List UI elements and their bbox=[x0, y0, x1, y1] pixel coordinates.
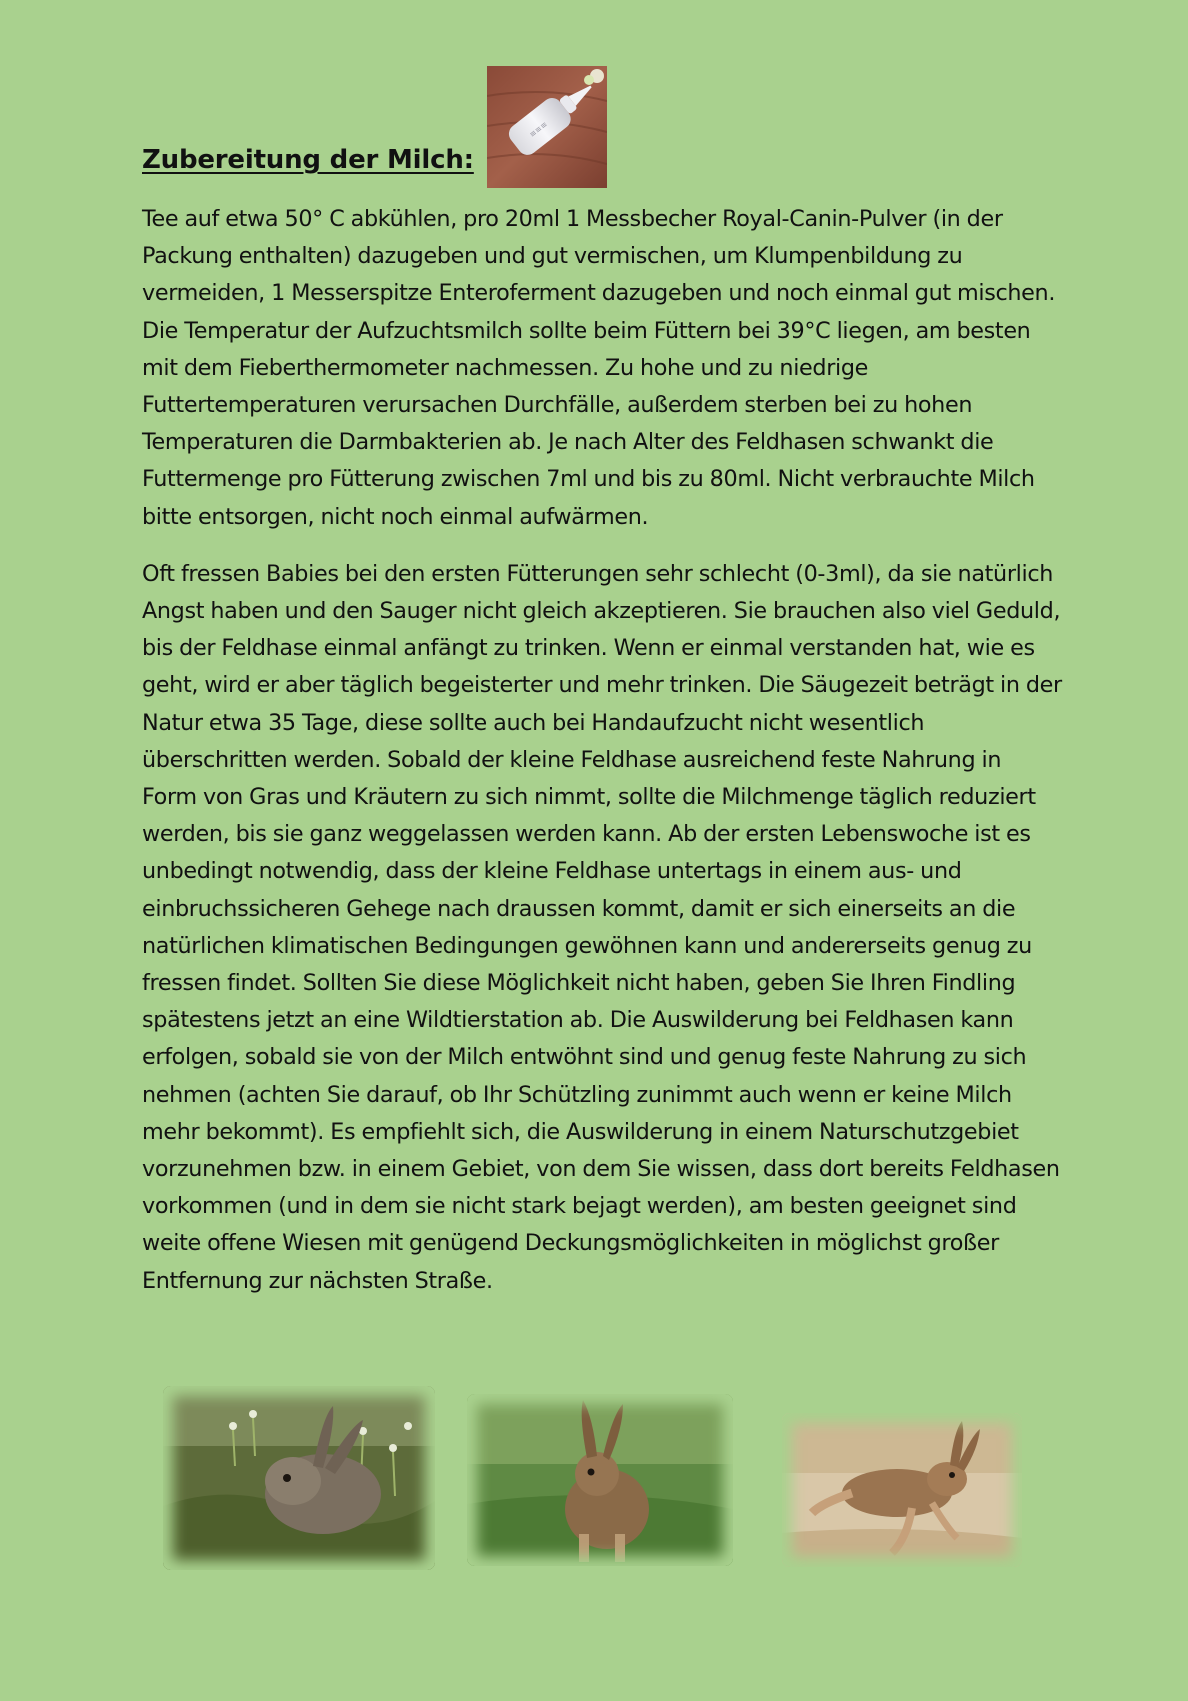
svg-text:≡≡≡: ≡≡≡ bbox=[527, 119, 550, 140]
sitting-hare-photo bbox=[467, 1394, 733, 1566]
body-text bbox=[142, 201, 1062, 1320]
feeding-bottle-photo bbox=[487, 66, 607, 188]
feeding-and-release-paragraph: Oft fressen Babies bei den ersten Fütterungen sehr schlecht (0-3ml), da sie natürlich Angst haben und den Sauger nicht gleich akzeptieren. Sie brauchen also viel Geduld, bis der Feldhase einmal anfängt zu trinken. Wenn er einmal verstanden hat, wie es geht, wird er aber täglich begeisterter und mehr trinken. Die Säugezeit beträgt in der Natur etwa 35 Tage, diese sollte auch bei Handaufzucht nicht wesentlich überschritten werden. Sobald der kleine Feldhase ausreichend feste Nahrung in Form von Gras und Kräutern zu sich nimmt, sollte die Milchmenge täglich reduziert werden, bis sie ganz weggelassen werden kann. Ab der ersten Lebenswoche ist es unbedingt notwendig, dass der kleine Feldhase untertags in einem aus- und einbruchssicheren Gehege nach draussen kommt, damit er sich einerseits an die natürlichen klimatischen Bedingungen gewöhnen kann und andererseits genug zu fressen findet. Sollten Sie diese Möglichkeit nicht haben, geben Sie Ihren Findling spätestens jetzt an eine Wildtierstation ab. Die Auswilderung bei Feldhasen kann erfolgen, sobald sie von der Milch entwöhnt sind und genug feste Nahrung zu sich nehmen (achten Sie darauf, ob Ihr Schützling zunimmt auch wenn er keine Milch mehr bekommt). Es empfiehlt sich, die Auswilderung in einem Naturschutzgebiet vorzunehmen bzw. in einem Gebiet, von dem Sie wissen, dass dort bereits Feldhasen vorkommen (und in dem sie nicht stark bejagt werden), am besten geeignet sind weite offene Wiesen mit genügend Deckungsmöglichkeiten in möglichst großer Entfernung zur nächsten Straße. bbox=[142, 560, 1062, 1294]
page-heading: Zubereitung der Milch: bbox=[142, 145, 474, 175]
running-hare-photo bbox=[782, 1413, 1022, 1567]
milk-preparation-paragraph: Tee auf etwa 50° C abkühlen, pro 20ml 1 Messbecher Royal-Canin-Pulver (in der Packung enthalten) dazugeben und gut vermischen, um Klumpenbildung zu vermeiden, 1 Messerspitze Enteroferment dazugeben und noch einmal gut mischen. Die Temperatur der Aufzuchtsmilch sollte beim Füttern bei 39°C liegen, am besten mit dem Fieberthermometer nachmessen. Zu hohe und zu niedrige Futtertemperaturen verursachen Durchfälle, außerdem sterben bei zu hohen Temperaturen die Darmbakterien ab. Je nach Alter des Feldhasen schwankt die Futtermenge pro Fütterung zwischen 7ml und bis zu 80ml. Nicht verbrauchte Milch bitte entsorgen, nicht noch einmal aufwärmen. bbox=[142, 206, 1056, 530]
young-hare-in-snowdrops-photo bbox=[163, 1386, 435, 1570]
